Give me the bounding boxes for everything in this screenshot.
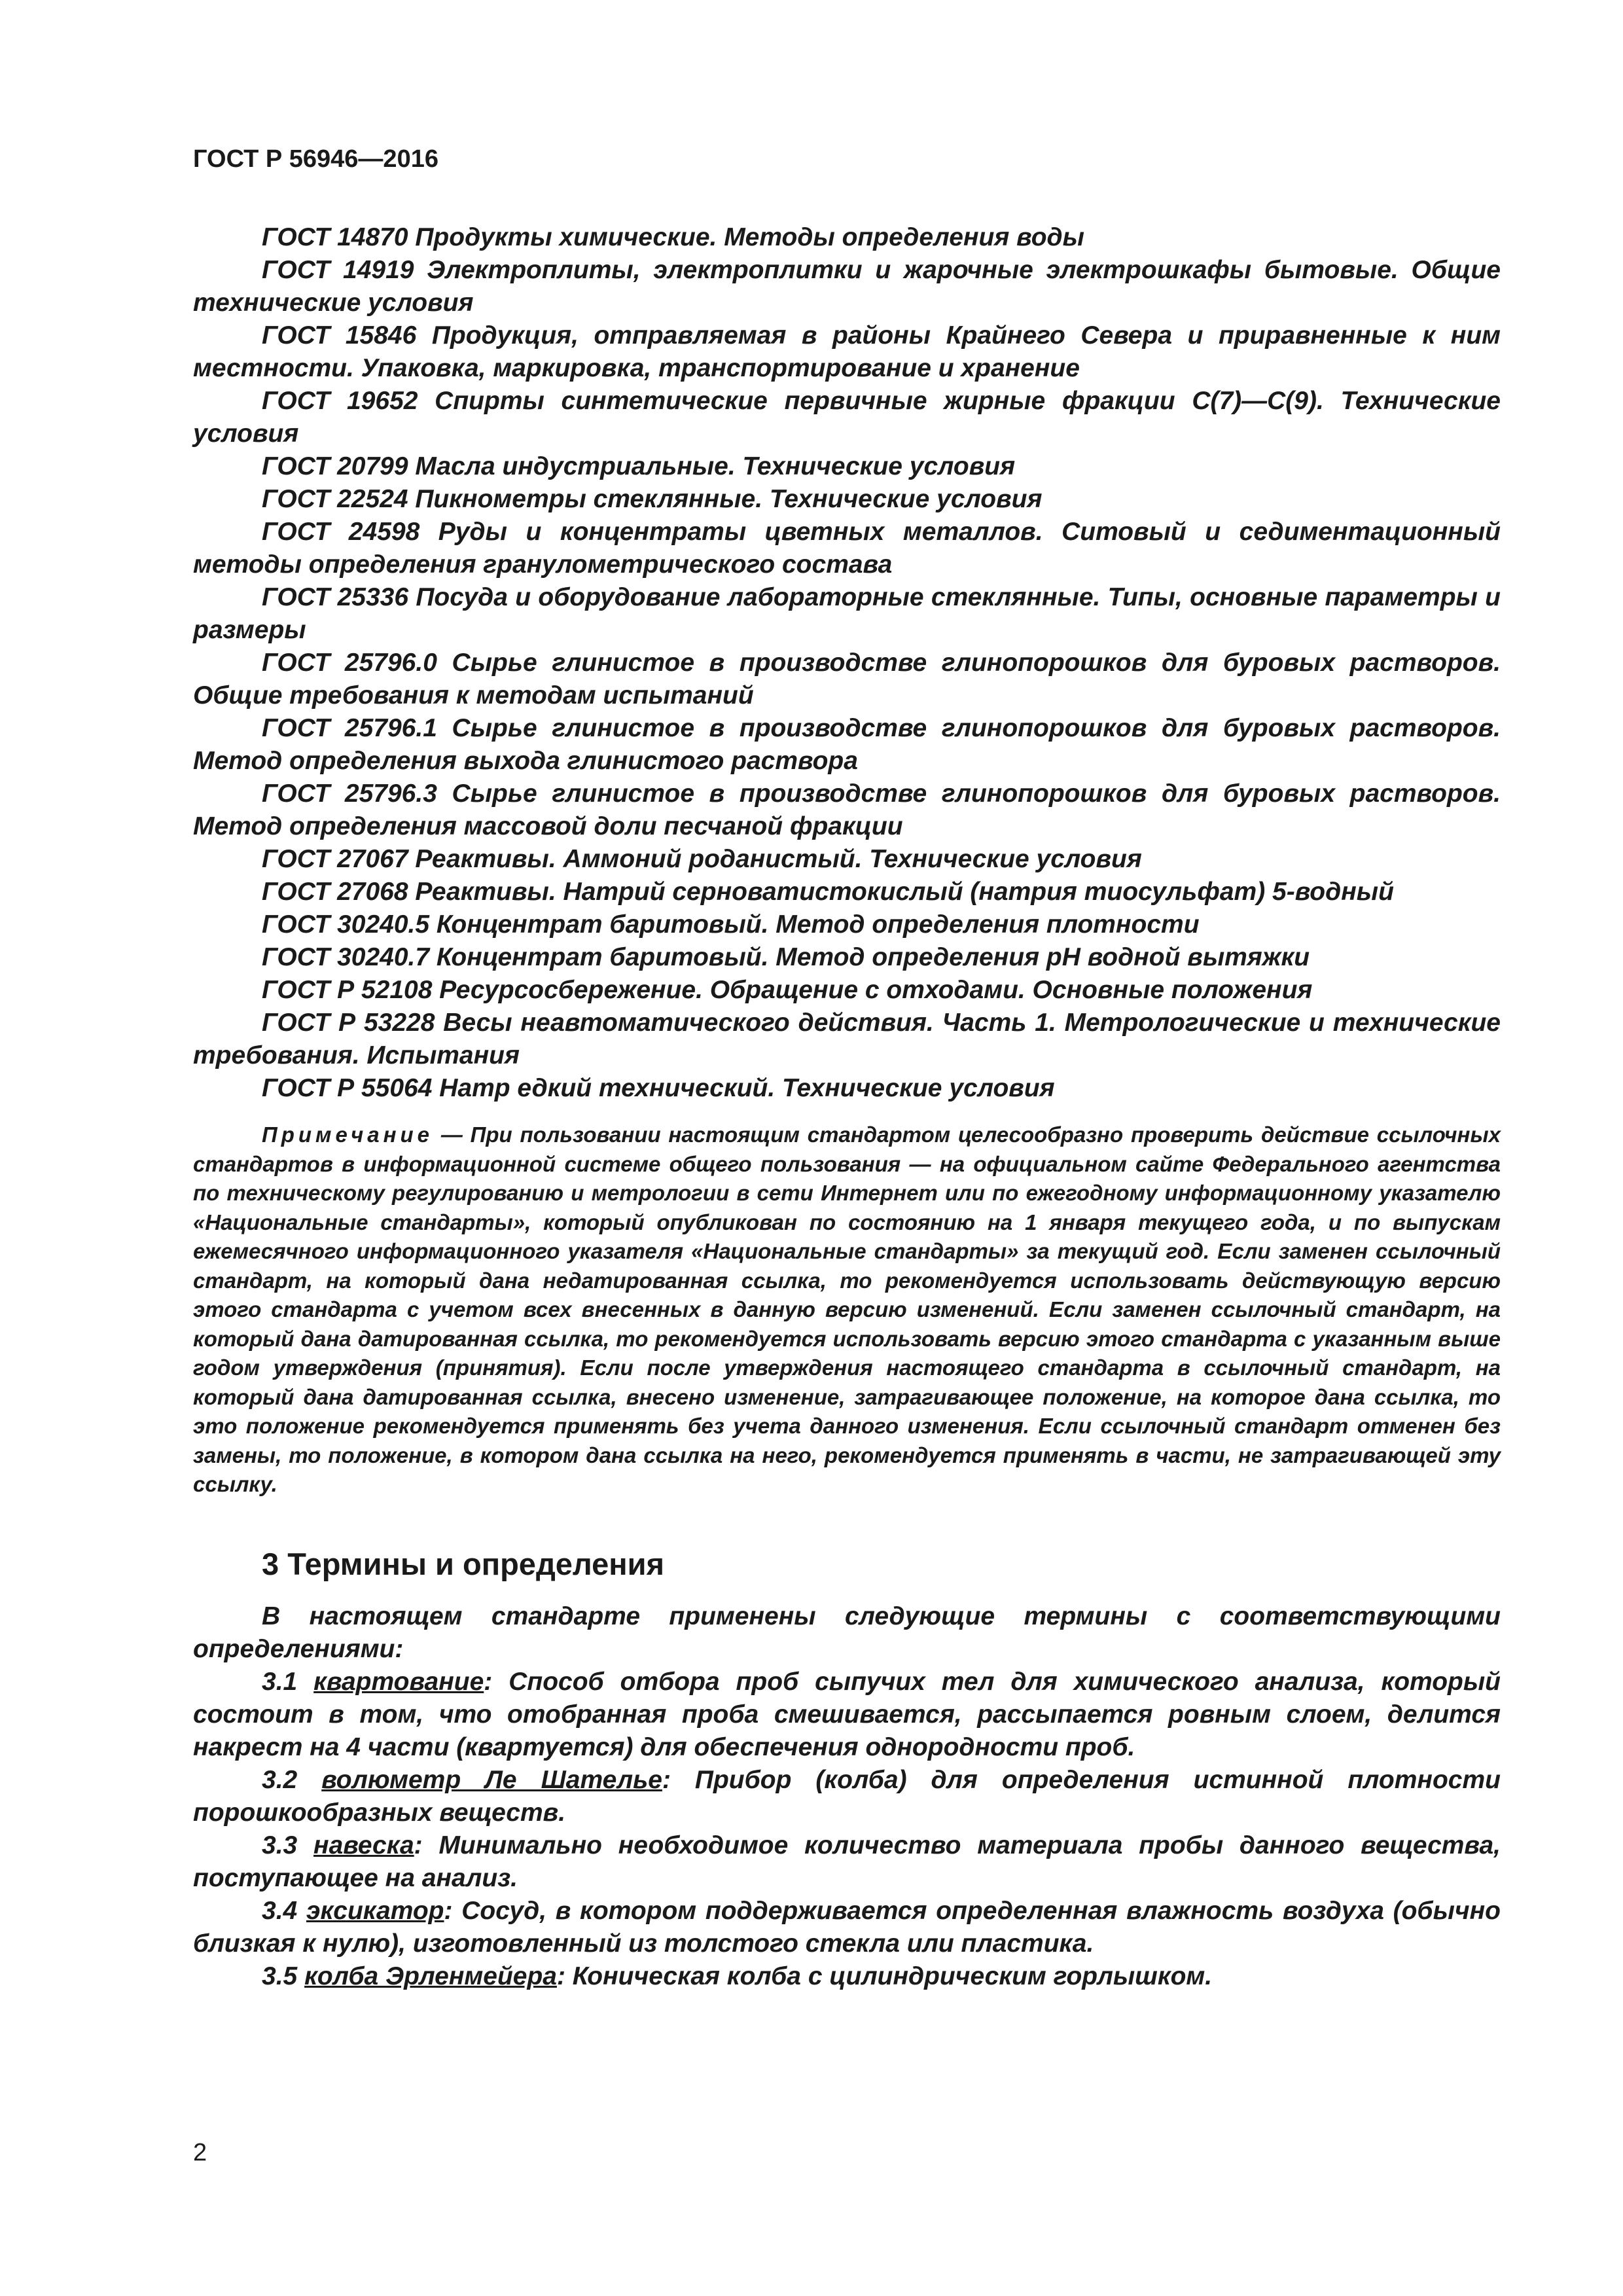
term-name: волюметр Ле Шателье <box>321 1765 662 1794</box>
reference-item: ГОСТ Р 55064 Натр едкий технический. Технические условия <box>262 1074 1055 1102</box>
reference-item: ГОСТ 27068 Реактивы. Натрий серноватистокислый (натрия тиосульфат) 5-водный <box>262 878 1394 906</box>
term-definition <box>193 1666 1501 1764</box>
term-definition <box>193 1829 1501 1895</box>
note-paragraph <box>193 1121 1501 1499</box>
reference-item: ГОСТ 15846 Продукция, отправляемая в районы Крайнего Севера и приравненные к ним местности. Упаковка, маркировка, транспортирование и хранение <box>193 321 1501 382</box>
term-number: 3.3 <box>262 1831 298 1859</box>
reference-item: ГОСТ 30240.7 Концентрат баритовый. Метод определения рН водной вытяжки <box>262 943 1310 971</box>
term-number: 3.5 <box>262 1962 298 1990</box>
term-name: квартование <box>313 1667 484 1696</box>
section-intro: В настоящем стандарте применены следующие термины с соответствующими определениями: <box>193 1602 1501 1663</box>
term-definition <box>193 1960 1501 1993</box>
reference-item: ГОСТ 14870 Продукты химические. Методы определения воды <box>262 223 1084 251</box>
reference-item: ГОСТ 27067 Реактивы. Аммоний роданистый. Технические условия <box>262 845 1142 873</box>
term-number: 3.1 <box>262 1667 298 1696</box>
reference-item: ГОСТ 25336 Посуда и оборудование лабораторные стеклянные. Типы, основные параметры и размеры <box>193 583 1501 644</box>
term-text: : Способ отбора проб сыпучих тел для химического анализа, который состоит в том, что отобранная проба смешивается, рассыпается ровным слоем, делится накрест на 4 части (квартуется) для обеспечения однородности проб. <box>193 1667 1501 1761</box>
reference-item: ГОСТ Р 52108 Ресурсосбережение. Обращение с отходами. Основные положения <box>262 976 1313 1004</box>
term-name: эксикатор <box>306 1896 444 1925</box>
reference-item: ГОСТ 22524 Пикнометры стеклянные. Технические условия <box>262 485 1043 513</box>
term-number: 3.4 <box>262 1896 298 1925</box>
note-text: — При пользовании настоящим стандартом целесообразно проверить действие ссылочных стандартов в информационной системе общего пользования — на официальном сайте Федерального агентства по техническому регулированию и метрологии в сети Интернет или по ежегодному информационному указателю «Национальные стандарты», который опубликован по состоянию на 1 января текущего года, и по выпускам ежемесячного информационного указателя «Национальные стандарты» за текущий год. Если заменен ссылочный стандарт, на который дана недатированная ссылка, то рекомендуется использовать действующую версию этого стандарта с учетом всех внесенных в данную версию изменений. Если заменен ссылочный стандарт, на который дана датированная ссылка, то рекомендуется использовать версию этого стандарта с указанным выше годом утверждения (принятия). Если после утверждения настоящего стандарта в ссылочный стандарт, на который дана датированная ссылка, внесено изменение, затрагивающее положение, на которое дана ссылка, то это положение рекомендуется применять без учета данного изменения. Если ссылочный стандарт отменен без замены, то положение, в котором дана ссылка на него, рекомендуется применять в части, не затрагивающей эту ссылку. <box>193 1122 1501 1496</box>
reference-item: ГОСТ 24598 Руды и концентраты цветных металлов. Ситовый и седиментационный методы определения гранулометрического состава <box>193 518 1501 579</box>
term-text: : Сосуд, в котором поддерживается определенная влажность воздуха (обычно близкая к нулю), изготовленный из толстого стекла или пластика. <box>193 1896 1501 1958</box>
reference-item: ГОСТ 25796.1 Сырье глинистое в производстве глинопорошков для буровых растворов. Метод определения выхода глинистого раствора <box>193 714 1501 775</box>
term-definition <box>193 1764 1501 1829</box>
reference-item: ГОСТ Р 53228 Весы неавтоматического действия. Часть 1. Метрологические и технические требования. Испытания <box>193 1009 1501 1069</box>
reference-item: ГОСТ 20799 Масла индустриальные. Технические условия <box>262 452 1016 480</box>
reference-item: ГОСТ 30240.5 Концентрат баритовый. Метод определения плотности <box>262 910 1200 939</box>
reference-item: ГОСТ 19652 Спирты синтетические первичные жирные фракции С(7)—С(9). Технические условия <box>193 387 1501 448</box>
note-label: Примечание <box>262 1122 434 1147</box>
term-number: 3.2 <box>262 1765 298 1794</box>
term-name: колба Эрленмейера <box>304 1962 557 1990</box>
term-definition <box>193 1895 1501 1960</box>
section-title: 3 Термины и определения <box>262 1546 664 1581</box>
term-text: : Коническая колба с цилиндрическим горлышком. <box>556 1962 1213 1990</box>
page-number: 2 <box>193 2139 207 2166</box>
term-text: : Прибор (колба) для определения истинной плотности порошкообразных веществ. <box>193 1765 1501 1827</box>
document-body <box>193 221 1501 1993</box>
term-text: : Минимально необходимое количество материала пробы данного вещества, поступающее на анализ. <box>193 1831 1501 1892</box>
document-header: ГОСТ Р 56946—2016 <box>193 145 438 173</box>
reference-item: ГОСТ 14919 Электроплиты, электроплитки и жарочные электрошкафы бытовые. Общие технические условия <box>193 256 1501 317</box>
normative-references-list <box>193 221 1501 1105</box>
term-name: навеска <box>313 1831 414 1859</box>
reference-item: ГОСТ 25796.0 Сырье глинистое в производстве глинопорошков для буровых растворов. Общие требования к методам испытаний <box>193 649 1501 709</box>
reference-item: ГОСТ 25796.3 Сырье глинистое в производстве глинопорошков для буровых растворов. Метод определения массовой доли песчаной фракции <box>193 780 1501 840</box>
